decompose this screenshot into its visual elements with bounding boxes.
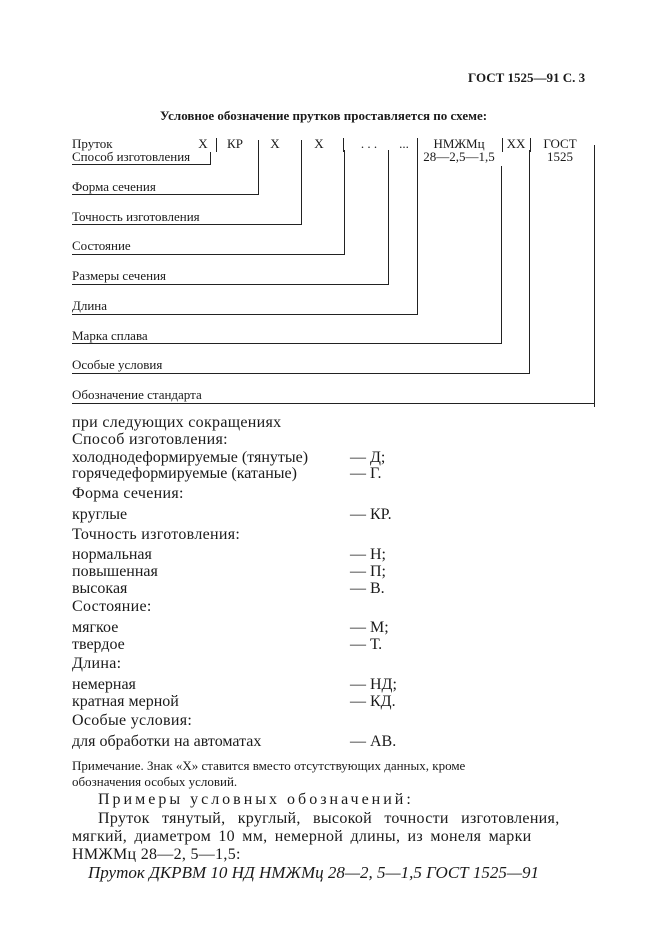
scheme-title: Условное обозначение прутков проставляется по схеме: xyxy=(160,108,488,123)
bracket-riser-state xyxy=(344,150,345,255)
abbr-name: нормальная xyxy=(72,546,152,563)
note-line-2: обозначения особых условий. xyxy=(72,774,238,789)
scheme-cell-state: X xyxy=(314,136,324,151)
abbr-code: — В. xyxy=(350,580,385,597)
page-header: ГОСТ 1525—91 С. 3 xyxy=(468,70,586,85)
bracket-line-special xyxy=(72,373,529,374)
scheme-cell-gost: ГОСТ xyxy=(543,136,577,151)
abbr-name: горячедеформируемые (катаные) xyxy=(72,465,297,482)
bracket-line-accuracy xyxy=(72,224,301,225)
example-line-1: Пруток тянутый, круглый, высокой точности изготовления, xyxy=(98,810,560,827)
bracket-line-length xyxy=(72,314,417,315)
label-accuracy: Точность изготовления xyxy=(72,209,200,224)
abbr-code: — Г. xyxy=(350,465,382,482)
scheme-cell-alloy: НМЖМц xyxy=(433,136,485,151)
bracket-riser-special xyxy=(529,150,530,374)
abbr-code: — АВ. xyxy=(350,733,397,750)
abbr-code: — КР. xyxy=(350,506,392,523)
group-title-shape: Форма сечения: xyxy=(72,485,184,502)
group-title-special: Особые условия: xyxy=(72,712,193,729)
abbr-name: мягкое xyxy=(72,619,119,636)
label-shape: Форма сечения xyxy=(72,179,156,194)
example-designation: Пруток ДКРВМ 10 НД НМЖМц 28—2, 5—1,5 ГОСТ 1525—91 xyxy=(88,863,539,882)
abbr-name: повышенная xyxy=(72,563,158,580)
bracket-riser-sizes xyxy=(388,150,389,285)
bracket-line-method xyxy=(72,164,210,165)
note-line-1: Примечание. Знак «X» ставится вместо отсутствующих данных, кроме xyxy=(72,758,466,773)
bracket-line-state xyxy=(72,254,344,255)
abbr-code: — Д; xyxy=(350,449,386,466)
abbr-name: высокая xyxy=(72,580,128,597)
example-line-2: мягкий, диаметром 10 мм, немерной длины, из монеля марки xyxy=(72,828,532,845)
bracket-riser-alloy xyxy=(501,166,502,344)
label-standard: Обозначение стандарта xyxy=(72,387,202,402)
divider xyxy=(530,138,531,152)
bracket-line-sizes xyxy=(72,284,388,285)
bracket-riser-accuracy xyxy=(301,140,302,225)
group-title-length: Длина: xyxy=(72,655,122,672)
abbr-code: — НД; xyxy=(350,676,397,693)
bracket-riser-standard xyxy=(594,145,595,407)
bracket-line-alloy xyxy=(72,343,501,344)
group-title-state: Состояние: xyxy=(72,598,152,615)
scheme-word-prutok: Пруток xyxy=(72,136,113,151)
bracket-riser-length xyxy=(417,150,418,315)
bracket-line-shape xyxy=(72,194,258,195)
abbr-code: — М; xyxy=(350,619,389,636)
examples-title: Примеры условных обозначений: xyxy=(98,791,414,808)
label-length: Длина xyxy=(72,298,108,313)
abbr-code: — КД. xyxy=(350,693,396,710)
label-alloy: Марка сплава xyxy=(72,328,148,343)
scheme-cell-shape: КР xyxy=(227,136,243,151)
example-line-3: НМЖМц 28—2, 5—1,5: xyxy=(72,846,241,863)
scheme-cell-method: X xyxy=(198,136,208,151)
divider xyxy=(216,138,217,152)
abbr-name: немерная xyxy=(72,676,136,693)
scheme-cell-alloy-grade: 28—2,5—1,5 xyxy=(423,149,495,164)
abbr-code: — Н; xyxy=(350,546,386,563)
scheme-cell-length: ... xyxy=(399,136,409,151)
group-title-accuracy: Точность изготовления: xyxy=(72,526,241,543)
bracket-riser-method xyxy=(210,152,211,165)
label-special: Особые условия xyxy=(72,357,163,372)
scheme-cell-accuracy: X xyxy=(270,136,280,151)
label-method: Способ изготовления xyxy=(72,149,191,164)
abbr-code: — П; xyxy=(350,563,386,580)
bracket-riser-shape xyxy=(258,140,259,195)
scheme-cell-sizes: . . . xyxy=(360,136,378,151)
scheme-cell-special: XX xyxy=(506,136,526,151)
abbr-name: кратная мерной xyxy=(72,693,179,710)
bracket-line-standard xyxy=(72,403,594,404)
abbr-name: твердое xyxy=(72,636,125,653)
abbreviations-intro: при следующих сокращениях xyxy=(72,414,282,431)
divider xyxy=(502,138,503,152)
label-sizes: Размеры сечения xyxy=(72,268,167,283)
scheme-cell-gost-number: 1525 xyxy=(547,149,573,164)
abbr-name: холоднодеформируемые (тянутые) xyxy=(72,449,309,466)
group-title-method: Способ изготовления: xyxy=(72,431,228,448)
abbr-name: круглые xyxy=(72,506,128,523)
abbr-code: — Т. xyxy=(350,636,383,653)
abbr-name: для обработки на автоматах xyxy=(72,733,262,750)
label-state: Состояние xyxy=(72,238,131,253)
